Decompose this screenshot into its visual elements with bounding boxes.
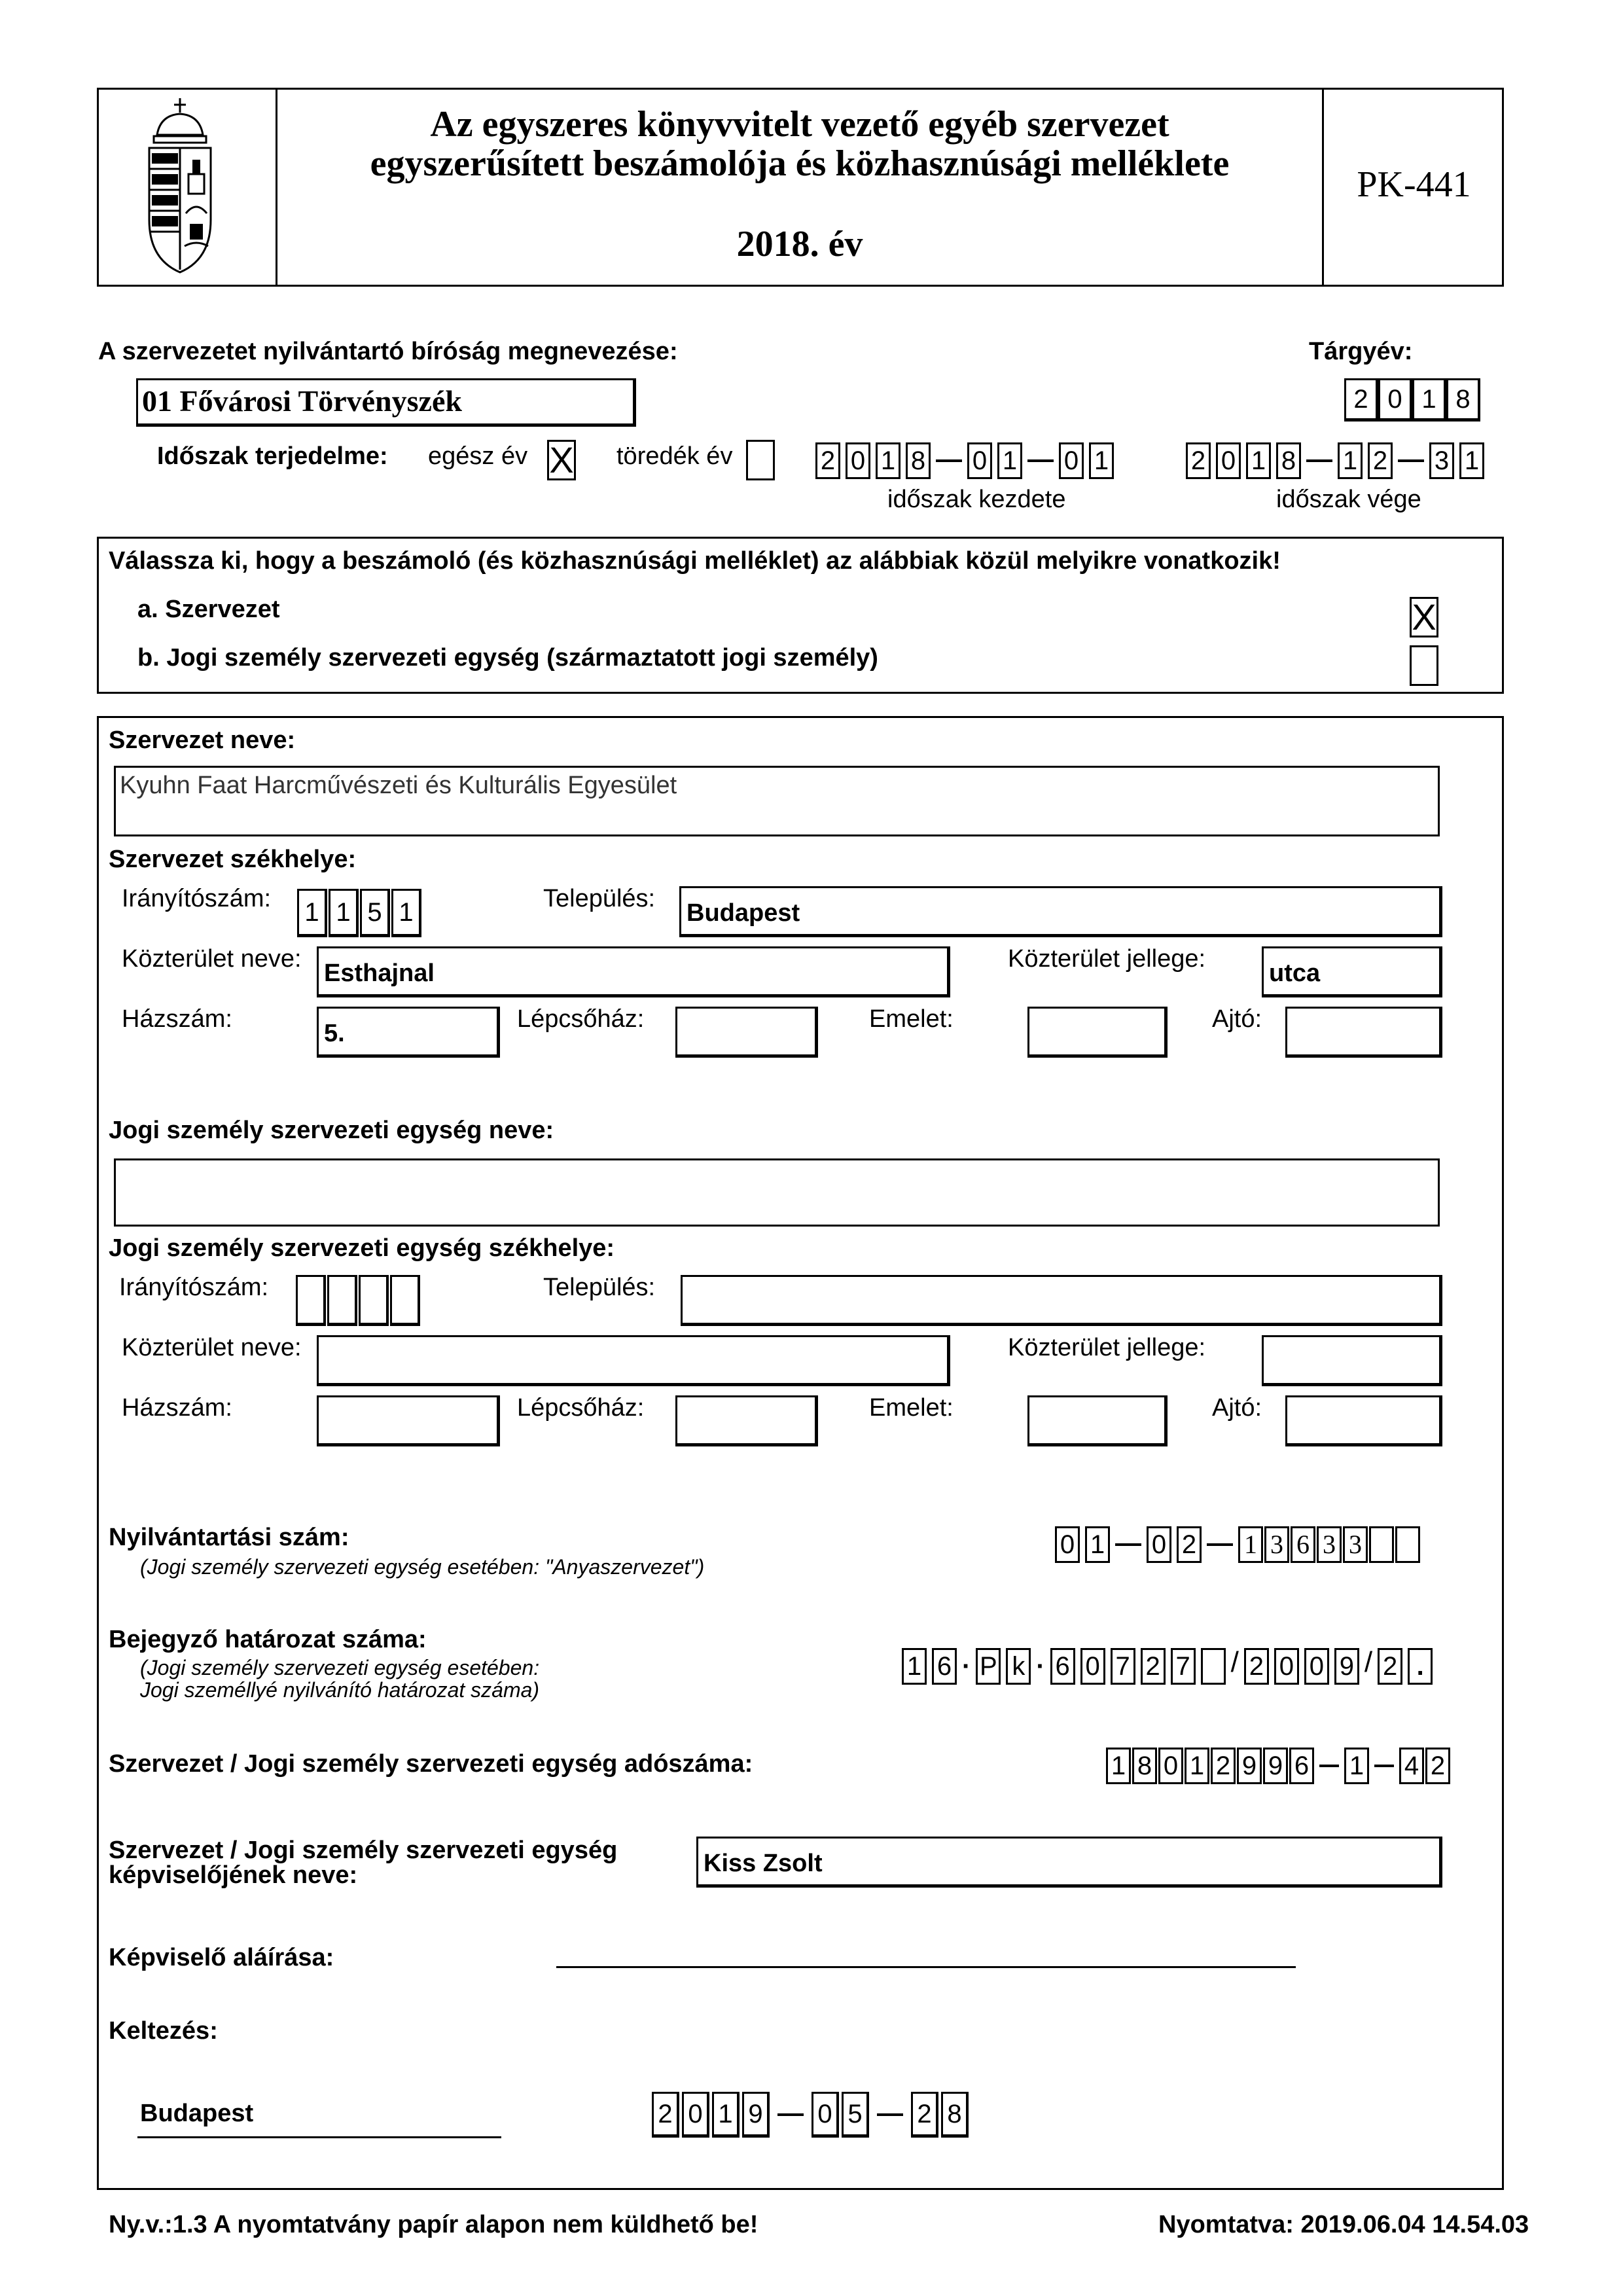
org-stair-field[interactable] <box>675 1007 818 1058</box>
partial-year-checkbox[interactable] <box>746 440 775 480</box>
org-house-label: Házszám: <box>122 1005 232 1033</box>
period-start-caption: időszak kezdete <box>887 486 1066 513</box>
org-city-label: Település: <box>543 885 656 912</box>
decision-char: P <box>976 1648 1001 1685</box>
period-label: Időszak terjedelme: <box>157 442 388 470</box>
date-digit: 1 <box>876 442 901 479</box>
date-digit: 0 <box>1216 442 1241 479</box>
date-digit: 2 <box>911 2092 938 2138</box>
rep-name-field[interactable] <box>696 1837 1442 1888</box>
zip-digit <box>296 1275 326 1326</box>
option-a-label: a. Szervezet <box>137 596 280 623</box>
dot-separator: · <box>1036 1651 1045 1681</box>
targyev-digit: 1 <box>1412 378 1446 422</box>
selection-question: Válassza ki, hogy a beszámoló (és közhasznúsági melléklet) az alábbiak közül melyikre vonatkozik! <box>109 547 1281 575</box>
org-street-field[interactable] <box>317 946 950 997</box>
date-digit: 1 <box>1459 442 1484 479</box>
whole-year-checkbox[interactable]: X <box>547 440 576 480</box>
date-digit: 8 <box>1276 442 1301 479</box>
org-street-label: Közterület neve: <box>122 945 302 973</box>
dash-separator <box>936 459 962 462</box>
period-end-caption: időszak vége <box>1276 486 1421 513</box>
period-end-cells[interactable] <box>1186 442 1489 479</box>
org-street-type-value: utca <box>1269 960 1321 987</box>
date-digit: 1 <box>997 442 1022 479</box>
slash-separator: / <box>1364 1646 1373 1678</box>
dash-separator <box>1115 1543 1141 1546</box>
decision-char: 6 <box>932 1648 957 1685</box>
unit-stair-field[interactable] <box>675 1395 818 1446</box>
date-digit: 2 <box>1368 442 1393 479</box>
form-title-line2: egyszerűsített beszámolója és közhasznúsági melléklete <box>370 143 1230 184</box>
partial-year-label: töredék év <box>616 442 733 470</box>
court-label: A szervezetet nyilvántartó bíróság megnevezése: <box>98 338 678 365</box>
decision-char: 2 <box>1141 1648 1166 1685</box>
unit-house-field[interactable] <box>317 1395 500 1446</box>
org-street-type-field[interactable] <box>1262 946 1442 997</box>
org-floor-label: Emelet: <box>869 1005 954 1033</box>
form-title-line1: Az egyszeres könyvvitelt vezető egyéb szervezet <box>430 104 1169 145</box>
registry-note: (Jogi személy szervezeti egység esetében: "Anyaszervezet") <box>140 1555 705 1579</box>
unit-street-type-field[interactable] <box>1262 1335 1442 1386</box>
registry-number-cells[interactable] <box>1055 1526 1421 1563</box>
court-name-value: 01 Fővárosi Törvényszék <box>142 384 462 418</box>
date-digit: 1 <box>1246 442 1271 479</box>
org-zip-label: Irányítószám: <box>122 885 272 912</box>
unit-street-label: Közterület neve: <box>122 1334 302 1361</box>
tax-digit: 4 <box>1399 1748 1424 1784</box>
registry-digit: 0 <box>1147 1526 1171 1563</box>
unit-door-field[interactable] <box>1285 1395 1442 1446</box>
rep-name-value: Kiss Zsolt <box>704 1850 823 1877</box>
dash-separator <box>777 2113 804 2116</box>
unit-name-field[interactable] <box>114 1158 1440 1227</box>
tax-digit: 9 <box>1263 1748 1288 1784</box>
registry-digit <box>1369 1526 1394 1563</box>
unit-stair-label: Lépcsőház: <box>517 1394 645 1422</box>
zip-digit <box>390 1275 420 1326</box>
registry-digit: 6 <box>1291 1526 1315 1563</box>
tax-digit: 1 <box>1106 1748 1131 1784</box>
signature-label: Képviselő aláírása: <box>109 1944 334 1971</box>
zip-digit: 1 <box>297 889 327 937</box>
targyev-cells[interactable] <box>1344 378 1480 422</box>
date-digit: 9 <box>742 2092 770 2138</box>
tax-digit: 8 <box>1132 1748 1157 1784</box>
court-name-field[interactable] <box>136 378 636 427</box>
zip-digit: 1 <box>391 889 421 937</box>
zip-digit <box>327 1275 357 1326</box>
dated-place: Budapest <box>140 2100 254 2127</box>
dash-separator <box>1207 1543 1233 1546</box>
decision-char: 9 <box>1334 1648 1359 1685</box>
option-b-label: b. Jogi személy szervezeti egység (származtatott jogi személy) <box>137 644 878 672</box>
org-city-field[interactable] <box>679 886 1442 937</box>
date-digit: 1 <box>712 2092 740 2138</box>
tax-digit: 6 <box>1289 1748 1314 1784</box>
date-digit: 2 <box>815 442 840 479</box>
org-floor-field[interactable] <box>1027 1007 1168 1058</box>
option-a-checkbox[interactable]: X <box>1410 597 1438 637</box>
targyev-digit: 2 <box>1344 378 1378 422</box>
unit-zip-label: Irányítószám: <box>119 1274 269 1301</box>
registry-digit: 1 <box>1085 1526 1110 1563</box>
date-digit: 0 <box>682 2092 709 2138</box>
date-digit: 0 <box>967 442 992 479</box>
org-street-type-label: Közterület jellege: <box>1008 945 1206 973</box>
dash-separator <box>1319 1765 1339 1767</box>
decision-number-cells[interactable] <box>902 1648 1438 1685</box>
decision-label: Bejegyző határozat száma: <box>109 1626 427 1653</box>
tax-digit: 0 <box>1158 1748 1183 1784</box>
decision-char: 0 <box>1304 1648 1329 1685</box>
targyev-digit: 0 <box>1378 378 1412 422</box>
date-digit: 2 <box>652 2092 679 2138</box>
decision-char: . <box>1408 1648 1433 1685</box>
decision-char: 6 <box>1050 1648 1075 1685</box>
decision-note-line1: (Jogi személy szervezeti egység esetében: <box>140 1656 540 1679</box>
targyev-label: Tárgyév: <box>1309 338 1413 365</box>
registry-digit: 2 <box>1177 1526 1202 1563</box>
dated-label: Keltezés: <box>109 2017 218 2045</box>
unit-house-label: Házszám: <box>122 1394 232 1422</box>
date-digit: 3 <box>1429 442 1454 479</box>
decision-char <box>1201 1648 1226 1685</box>
date-digit: 0 <box>1059 442 1084 479</box>
org-house-field[interactable] <box>317 1007 500 1058</box>
org-stair-label: Lépcsőház: <box>517 1005 645 1033</box>
decision-char: 0 <box>1080 1648 1105 1685</box>
org-zip-cells[interactable] <box>297 889 423 937</box>
registry-digit: 3 <box>1317 1526 1342 1563</box>
unit-name-label: Jogi személy szervezeti egység neve: <box>109 1117 554 1144</box>
tax-digit: 1 <box>1344 1748 1369 1784</box>
date-digit: 8 <box>906 442 931 479</box>
unit-city-field[interactable] <box>681 1275 1442 1326</box>
tax-number-label: Szervezet / Jogi személy szervezeti egység adószáma: <box>109 1750 753 1778</box>
dated-place-underline <box>137 2136 501 2138</box>
date-digit: 2 <box>1186 442 1211 479</box>
slash-separator: / <box>1230 1646 1239 1678</box>
form-code: PK-441 <box>1357 164 1471 205</box>
rep-name-label-line1: Szervezet / Jogi személy szervezeti egység <box>109 1837 618 1864</box>
unit-door-label: Ajtó: <box>1212 1394 1262 1422</box>
signature-line[interactable] <box>556 1966 1296 1968</box>
org-street-value: Esthajnal <box>324 960 435 987</box>
registry-digit: 1 <box>1238 1526 1263 1563</box>
tax-digit: 2 <box>1425 1748 1450 1784</box>
dot-separator: · <box>962 1651 971 1681</box>
zip-digit <box>359 1275 389 1326</box>
date-digit: 1 <box>1089 442 1114 479</box>
org-seat-label: Szervezet székhelye: <box>109 846 357 873</box>
registry-digit <box>1395 1526 1420 1563</box>
decision-char: k <box>1006 1648 1031 1685</box>
unit-street-type-label: Közterület jellege: <box>1008 1334 1206 1361</box>
unit-city-label: Település: <box>543 1274 656 1301</box>
unit-street-field[interactable] <box>317 1335 950 1386</box>
decision-char: 7 <box>1171 1648 1196 1685</box>
footer-print-time: Nyomtatva: 2019.06.04 14.54.03 <box>1158 2211 1529 2238</box>
coat-of-arms-logo <box>131 96 229 278</box>
zip-digit: 5 <box>360 889 390 937</box>
period-start-cells[interactable] <box>815 442 1119 479</box>
date-digit: 0 <box>812 2092 839 2138</box>
unit-seat-label: Jogi személy szervezeti egység székhelye: <box>109 1234 615 1262</box>
org-name-field[interactable] <box>114 766 1440 836</box>
registry-digit: 3 <box>1264 1526 1289 1563</box>
org-name-label: Szervezet neve: <box>109 726 296 754</box>
unit-zip-cells[interactable] <box>296 1275 421 1326</box>
unit-floor-label: Emelet: <box>869 1394 954 1422</box>
tax-digit: 1 <box>1185 1748 1209 1784</box>
decision-char: 7 <box>1111 1648 1135 1685</box>
dash-separator <box>877 2113 903 2116</box>
unit-floor-field[interactable] <box>1027 1395 1168 1446</box>
date-digit: 8 <box>941 2092 969 2138</box>
decision-note-line2: Jogi személlyé nyilvánító határozat száma) <box>140 1678 540 1702</box>
registry-label: Nyilvántartási szám: <box>109 1524 349 1551</box>
rep-name-label-line2: képviselőjének neve: <box>109 1861 358 1889</box>
decision-char: 0 <box>1274 1648 1299 1685</box>
tax-digit: 2 <box>1211 1748 1236 1784</box>
option-b-checkbox[interactable] <box>1410 645 1438 686</box>
org-door-field[interactable] <box>1285 1007 1442 1058</box>
decision-char: 1 <box>902 1648 927 1685</box>
whole-year-label: egész év <box>428 442 528 470</box>
date-digit: 5 <box>842 2092 869 2138</box>
date-digit: 0 <box>846 442 870 479</box>
zip-digit: 1 <box>329 889 359 937</box>
org-door-label: Ajtó: <box>1212 1005 1262 1033</box>
tax-number-cells[interactable] <box>1106 1748 1452 1784</box>
dash-separator <box>1374 1765 1394 1767</box>
registry-digit: 3 <box>1343 1526 1368 1563</box>
form-year: 2018. év <box>736 224 863 264</box>
tax-digit: 9 <box>1237 1748 1262 1784</box>
decision-char: 2 <box>1378 1648 1402 1685</box>
dash-separator <box>1306 459 1332 462</box>
dash-separator <box>1027 459 1054 462</box>
org-city-value: Budapest <box>687 899 800 927</box>
org-name-value: Kyuhn Faat Harcművészeti és Kulturális Egyesület <box>120 772 677 799</box>
decision-char: 2 <box>1244 1648 1269 1685</box>
dated-date-cells[interactable] <box>652 2092 971 2138</box>
registry-digit: 0 <box>1055 1526 1080 1563</box>
dash-separator <box>1398 459 1424 462</box>
footer-note: Ny.v.:1.3 A nyomtatvány papír alapon nem küldhető be! <box>109 2211 758 2238</box>
date-digit: 1 <box>1338 442 1363 479</box>
org-house-value: 5. <box>324 1020 345 1047</box>
targyev-digit: 8 <box>1446 378 1480 422</box>
